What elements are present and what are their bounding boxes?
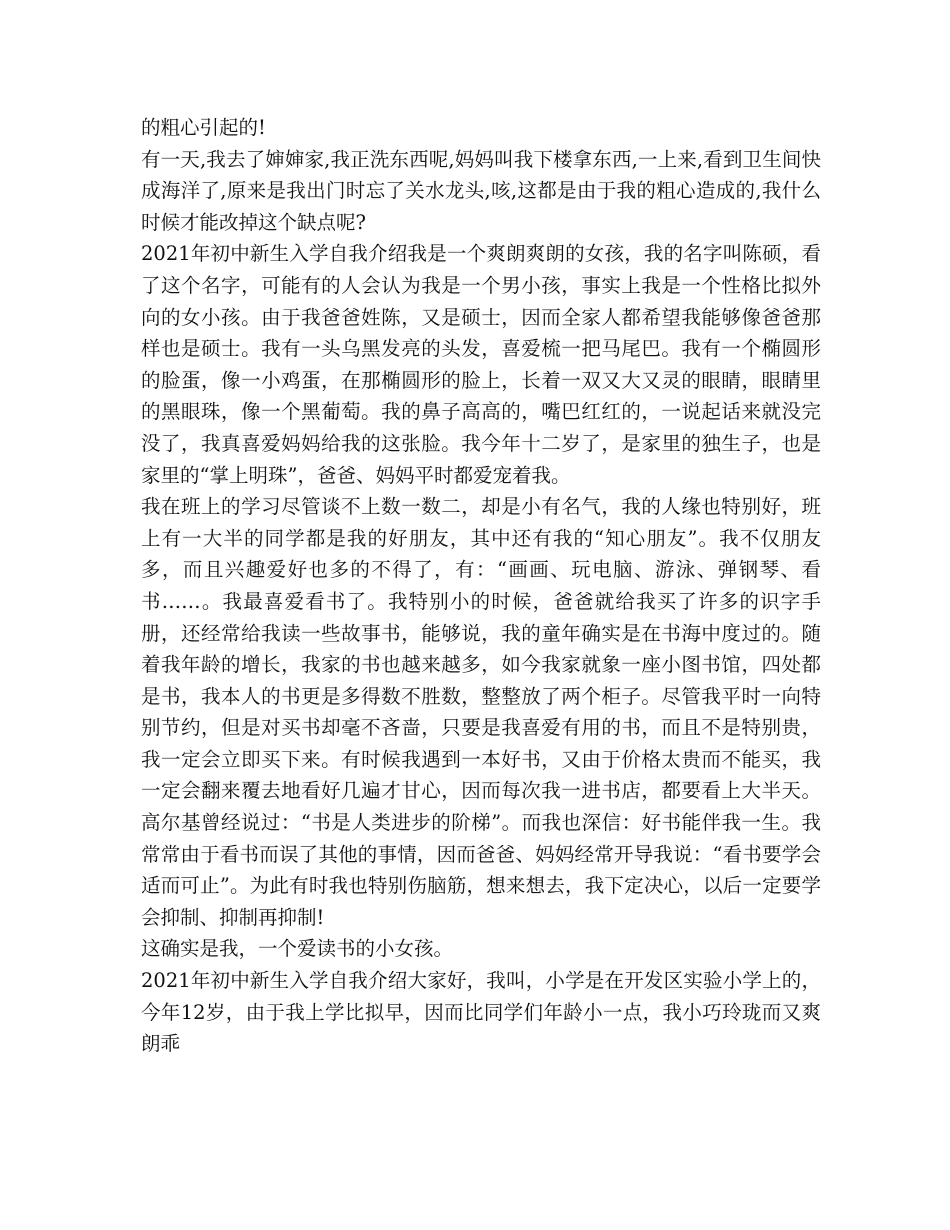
paragraph-6: 2021年初中新生入学自我介绍大家好，我叫，小学是在开发区实验小学上的，今年12岁，由于我上学比拟早，因而比同学们年龄小一点，我小巧玲珑而又爽朗乖 [141, 969, 821, 1056]
paragraph-1: 的粗心引起的! [141, 116, 266, 139]
document-page [141, 112, 821, 1060]
paragraph-4: 我在班上的学习尽管谈不上数一数二，却是小有名气，我的人缘也特别好，班上有一大半的同学都是我的好朋友，其中还有我的“知心朋友”。我不仅朋友多，而且兴趣爱好也多的不得了，有：“画画、玩电脑、游泳、弹钢琴、看书……。我最喜爱看书了。我特别小的时候，爸爸就给我买了许多的识字手册，还经常给我读一些故事书，能够说，我的童年确实是在书海中度过的。随着我年龄的增长，我家的书也越来越多，如今我家就象一座小图书馆，四处都是书，我本人的书更是多得数不胜数，整整放了两个柜子。尽管我平时一向特别节约，但是对买书却毫不吝啬，只要是我喜爱有用的书，而且不是特别贵，我一定会立即买下来。有时候我遇到一本好书，又由于价格太贵而不能买，我一定会翻来覆去地看好几遍才甘心，因而每次我一进书店，都要看上大半天。高尔基曾经说过：“书是人类进步的阶梯”。而我也深信：好书能伴我一生。我常常由于看书而误了其他的事情，因而爸爸、妈妈经常开导我说：“看书要学会适而可止”。为此有时我也特别伤脑筋，想来想去，我下定决心，以后一定要学会抑制、抑制再抑制! [141, 495, 821, 929]
paragraph-2: 有一天,我去了婶婶家,我正洗东西呢,妈妈叫我下楼拿东西,一上来,看到卫生间快成海洋了,原来是我出门时忘了关水龙头,咳,这都是由于我的粗心造成的,我什么时候才能改掉这个缺点呢? [141, 147, 821, 234]
paragraph-5: 这确实是我，一个爱读书的小女孩。 [141, 937, 454, 961]
paragraph-3: 2021年初中新生入学自我介绍我是一个爽朗爽朗的女孩，我的名字叫陈硕，看了这个名字，可能有的人会认为我是一个男小孩，事实上我是一个性格比拟外向的女小孩。由于我爸爸姓陈，又是硕士，因而全家人都希望我能够像爸爸那样也是硕士。我有一头乌黑发亮的头发，喜爱梳一把马尾巴。我有一个椭圆形的脸蛋，像一小鸡蛋，在那椭圆形的脸上，长着一双又大又灵的眼睛，眼睛里的黑眼珠，像一个黑葡萄。我的鼻子高高的，嘴巴红红的，一说起话来就没完没了，我真喜爱妈妈给我的这张脸。我今年十二岁了，是家里的独生子，也是家里的“掌上明珠”，爸爸、妈妈平时都爱宠着我。 [141, 242, 821, 487]
